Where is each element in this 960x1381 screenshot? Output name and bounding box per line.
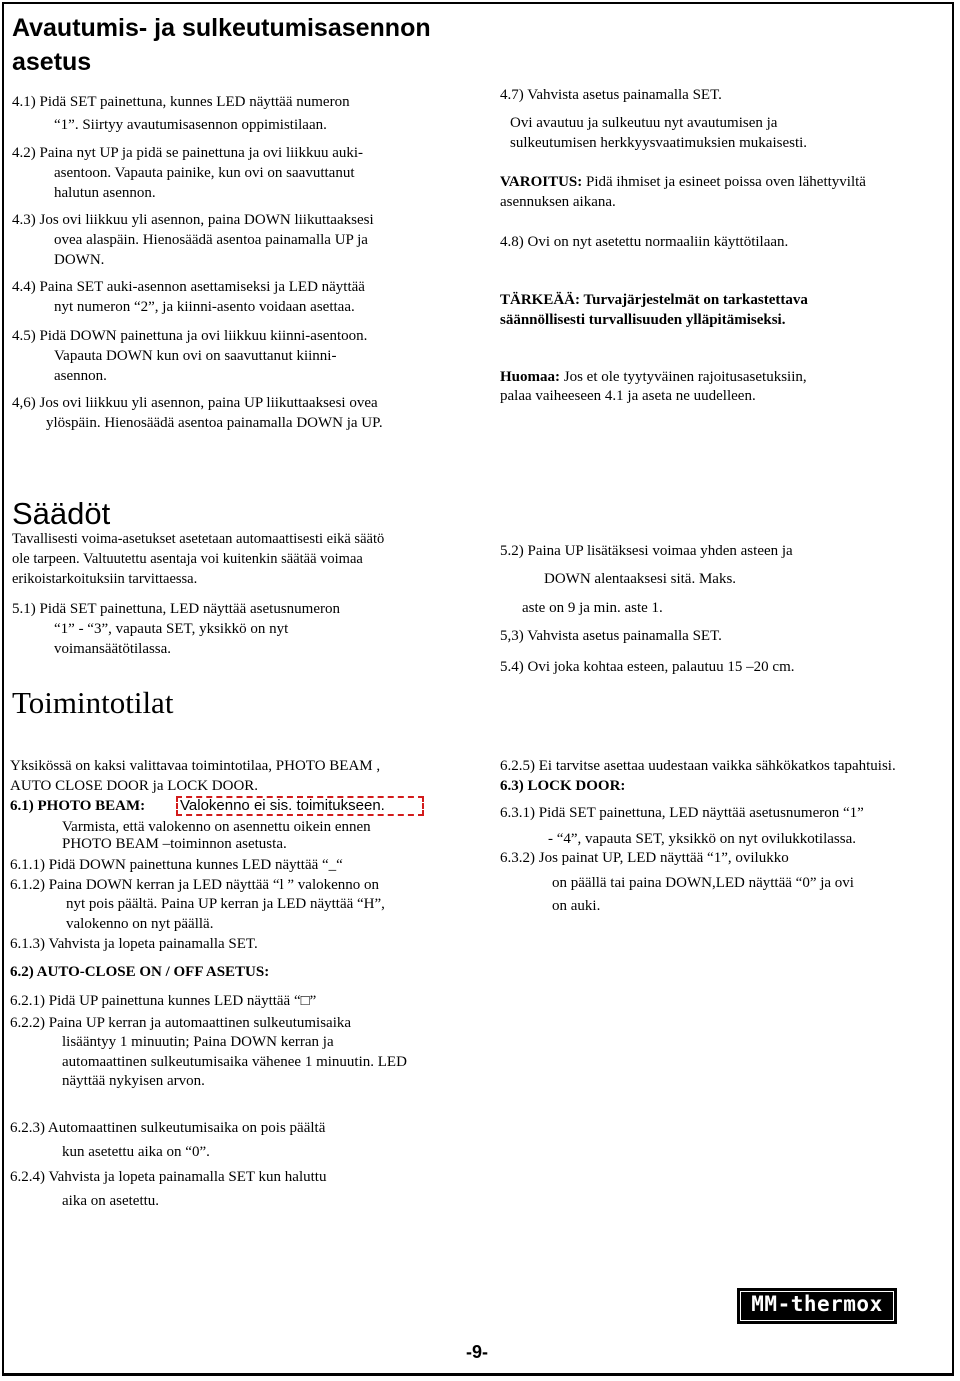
step-6-1-3: 6.1.3) Vahvista ja lopeta painamalla SET. — [10, 936, 258, 952]
step-4-4: 4.4) Paina SET auki-asennon asettamiseksi ja LED näyttää — [12, 279, 365, 295]
step-5-3: 5,3) Vahvista asetus painamalla SET. — [500, 628, 722, 644]
step-4-2-cont2: halutun asennon. — [54, 185, 156, 201]
modes-intro-1: Yksikössä on kaksi valittavaa toimintotilaa, PHOTO BEAM , — [10, 758, 381, 774]
auto-close-heading: 6.2) AUTO-CLOSE ON / OFF ASETUS: — [10, 964, 270, 980]
step-4-5-cont2: asennon. — [54, 368, 107, 384]
step-6-1-2: 6.1.2) Paina DOWN kerran ja LED näyttää “l ” valokenno on — [10, 877, 380, 893]
step-6-2-4: 6.2.4) Vahvista ja lopeta painamalla SET kun haluttu — [10, 1169, 327, 1185]
adjustments-title: Säädöt — [12, 496, 111, 531]
step-4-3-cont: ovea alaspäin. Hienosäädä asentoa painamalla UP ja — [54, 232, 368, 248]
step-6-2-4-cont: aika on asetettu. — [62, 1193, 160, 1209]
step-5-1-cont2: voimansäätötilassa. — [54, 641, 172, 657]
photo-beam-note-2: PHOTO BEAM –toiminnon asetusta. — [62, 836, 287, 852]
step-4-1: 4.1) Pidä SET painettuna, kunnes LED näyttää numeron — [12, 94, 350, 110]
step-6-3-2-cont: on päällä tai paina DOWN,LED näyttää “0” ja ovi — [552, 875, 854, 891]
section-title-line1: Avautumis- ja sulkeutumisasennon — [12, 14, 431, 42]
step-6-3-2-cont2: on auki. — [552, 898, 601, 914]
step-6-2-2-cont: lisääntyy 1 minuutin; Paina DOWN kerran ja — [62, 1034, 334, 1050]
step-6-2-3-cont: kun asetettu aika on “0”. — [62, 1144, 210, 1160]
important-note: TÄRKEÄÄ: Turvajärjestelmät on tarkastettava — [500, 292, 808, 308]
step-5-2-cont2: aste on 9 ja min. aste 1. — [522, 600, 663, 616]
important-note-cont: säännöllisesti turvallisuuden ylläpitämiseksi. — [500, 312, 786, 328]
step-4-2-cont: asentoon. Vapauta painike, kun ovi on saavuttanut — [54, 165, 355, 181]
warning-line — [500, 172, 866, 192]
step-4-6: 4,6) Jos ovi liikkuu yli asennon, paina UP liikuttaaksesi ovea — [12, 395, 378, 411]
step-4-5-cont: Vapauta DOWN kun ovi on saavuttanut kiinni- — [54, 348, 337, 364]
step-5-1-cont: “1” - “3”, vapauta SET, yksikkö on nyt — [54, 621, 289, 637]
photo-beam-not-included-note: Valokenno ei sis. toimitukseen. — [176, 796, 424, 816]
logo-text: MM-thermox — [751, 1292, 883, 1316]
step-6-2-2-cont2: automaattinen sulkeutumisaika vähenee 1 minuutin. LED — [62, 1054, 407, 1070]
page-number: -9- — [466, 1342, 488, 1362]
step-5-4: 5.4) Ovi joka kohtaa esteen, palautuu 15 –20 cm. — [500, 659, 795, 675]
warning-label: VAROITUS: — [500, 174, 583, 190]
step-5-2: 5.2) Paina UP lisätäksesi voimaa yhden asteen ja — [500, 543, 793, 559]
step-5-1: 5.1) Pidä SET painettuna, LED näyttää asetusnumeron — [12, 601, 340, 617]
warning-text: Pidä ihmiset ja esineet poissa oven lähettyviltä — [582, 174, 866, 190]
step-6-3-1-cont: - “4”, vapauta SET, yksikkö on nyt ovilukkotilassa. — [548, 831, 857, 847]
step-6-2-2: 6.2.2) Paina UP kerran ja automaattinen sulkeutumisaika — [10, 1015, 352, 1031]
step-6-3-1: 6.3.1) Pidä SET painettuna, LED näyttää asetusnumeron “1” — [500, 805, 864, 821]
step-4-8: 4.8) Ovi on nyt asetettu normaaliin käyttötilaan. — [500, 234, 789, 250]
photo-beam-note-1: Varmista, että valokenno on asennettu oikein ennen — [62, 819, 371, 835]
mm-thermox-logo — [737, 1288, 897, 1324]
operating-modes-title: Toimintotilat — [12, 685, 174, 720]
adjustments-intro-1: Tavallisesti voima-asetukset asetetaan automaattisesti eikä säätö — [12, 531, 385, 547]
step-4-7: 4.7) Vahvista asetus painamalla SET. — [500, 87, 722, 103]
lock-door-heading: 6.3) LOCK DOOR: — [500, 778, 626, 794]
step-4-3: 4.3) Jos ovi liikkuu yli asennon, paina DOWN liikuttaaksesi — [12, 212, 374, 228]
step-6-1-2-cont2: valokenno on nyt päällä. — [66, 916, 214, 932]
notice-text: Jos et ole tyytyväinen rajoitusasetuksiin, — [560, 369, 807, 385]
step-6-1-1: 6.1.1) Pidä DOWN painettuna kunnes LED näyttää “_“ — [10, 857, 343, 873]
step-4-5: 4.5) Pidä DOWN painettuna ja ovi liikkuu kiinni-asentoon. — [12, 328, 368, 344]
warning-text-cont: asennuksen aikana. — [500, 194, 616, 210]
adjustments-intro-3: erikoistarkoituksiin tarvittaessa. — [12, 571, 198, 587]
notice-text-cont: palaa vaiheeseen 4.1 ja aseta ne uudelleen. — [500, 388, 756, 404]
step-4-7-note2: sulkeutumisen herkkyysvaatimuksien mukaisesti. — [510, 135, 808, 151]
step-6-2-3: 6.2.3) Automaattinen sulkeutumisaika on pois päältä — [10, 1120, 326, 1136]
step-4-2: 4.2) Paina nyt UP ja pidä se painettuna ja ovi liikkuu auki- — [12, 145, 364, 161]
section-title-line2: asetus — [12, 48, 92, 76]
modes-intro-2: AUTO CLOSE DOOR ja LOCK DOOR. — [10, 778, 259, 794]
photo-beam-heading: 6.1) PHOTO BEAM: — [10, 798, 146, 814]
step-4-4-cont: nyt numeron “2”, ja kiinni-asento voidaan asettaa. — [54, 299, 355, 315]
step-6-2-2-cont3: näyttää nykyisen arvon. — [62, 1073, 205, 1089]
adjustments-intro-2: ole tarpeen. Valtuutettu asentaja voi kuitenkin säätää voimaa — [12, 551, 363, 567]
notice-line — [500, 367, 807, 387]
notice-label: Huomaa: — [500, 369, 560, 385]
step-6-2-5: 6.2.5) Ei tarvitse asettaa uudestaan vaikka sähkökatkos tapahtuisi. — [500, 758, 896, 774]
step-4-7-note: Ovi avautuu ja sulkeutuu nyt avautumisen ja — [510, 115, 778, 131]
step-6-2-1: 6.2.1) Pidä UP painettuna kunnes LED näyttää “□” — [10, 993, 317, 1009]
step-4-6-cont: ylöspäin. Hienosäädä asentoa painamalla DOWN ja UP. — [46, 415, 383, 431]
step-6-1-2-cont: nyt pois päältä. Paina UP kerran ja LED näyttää “H”, — [66, 896, 385, 912]
step-4-1-cont: “1”. Siirtyy avautumisasennon oppimistilaan. — [54, 117, 327, 133]
step-5-2-cont: DOWN alentaaksesi sitä. Maks. — [544, 571, 737, 587]
step-6-3-2: 6.3.2) Jos painat UP, LED näyttää “1”, ovilukko — [500, 850, 789, 866]
step-4-3-cont2: DOWN. — [54, 252, 105, 268]
